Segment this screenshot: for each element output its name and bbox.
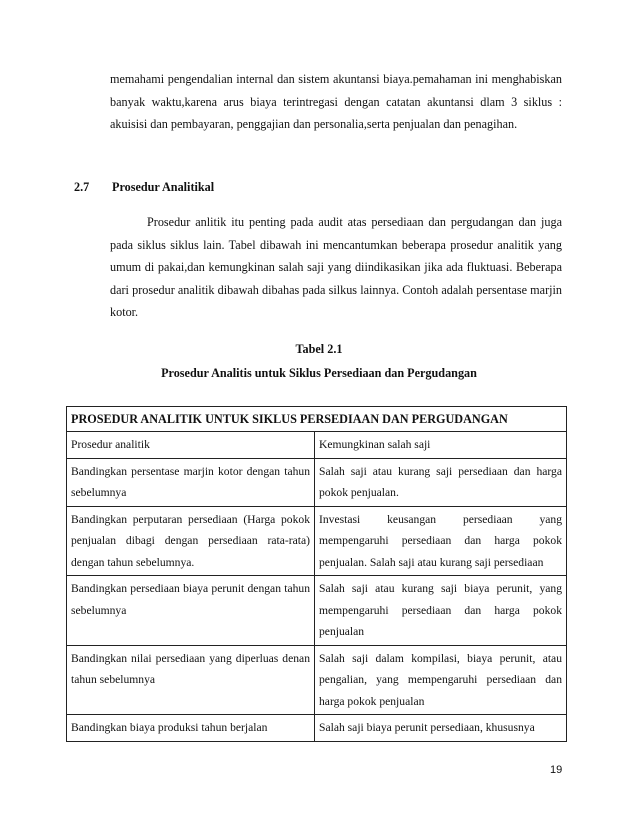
procedure-cell: Bandingkan perputaran persediaan (Harga pokok penjualan dibagi dengan persediaan rata-rata) dengan tahun sebelumnya.	[67, 506, 315, 576]
table-column-row	[67, 432, 567, 459]
page-number: 19	[550, 764, 563, 776]
table-caption-label: Tabel 2.1	[295, 342, 343, 356]
table-row	[67, 458, 567, 506]
procedure-cell: Bandingkan nilai persediaan yang diperluas denan tahun sebelumnya	[67, 645, 315, 715]
table-row	[67, 506, 567, 576]
procedure-cell: Bandingkan persediaan biaya perunit dengan tahun sebelumnya	[67, 576, 315, 646]
procedure-cell: Bandingkan biaya produksi tahun berjalan	[67, 715, 315, 742]
intro-paragraph: memahami pengendalian internal dan sistem akuntansi biaya.pemahaman ini menghabiskan banyak waktu,karena arus biaya terintregasi dengan catatan akuntansi dlam 3 siklus : akuisisi dan pembayaran, penggajian dan personalia,serta penjualan dan penagihan.	[110, 72, 562, 131]
section-title: Prosedur Analitikal	[112, 180, 215, 194]
misstatement-cell: Salah saji atau kurang saji biaya perunit, yang mempengaruhi persediaan dan harga pokok penjualan	[315, 576, 567, 646]
table-row	[67, 715, 567, 742]
table-row	[67, 576, 567, 646]
procedure-cell: Bandingkan persentase marjin kotor dengan tahun sebelumnya	[67, 458, 315, 506]
section-number: 2.7	[74, 180, 90, 194]
analytical-procedures-table	[66, 406, 567, 742]
table-caption-title: Prosedur Analitis untuk Siklus Persediaan dan Pergudangan	[161, 366, 477, 380]
table-header: PROSEDUR ANALITIK UNTUK SIKLUS PERSEDIAAN DAN PERGUDANGAN	[67, 407, 567, 432]
misstatement-cell: Salah saji atau kurang saji persediaan dan harga pokok penjualan.	[315, 458, 567, 506]
column-header-procedure: Prosedur analitik	[67, 432, 315, 459]
table-header-row	[67, 407, 567, 432]
column-header-misstatement: Kemungkinan salah saji	[315, 432, 567, 459]
misstatement-cell: Salah saji biaya perunit persediaan, khususnya	[315, 715, 567, 742]
section-paragraph: Prosedur anlitik itu penting pada audit atas persediaan dan pergudangan dan juga pada siklus siklus lain. Tabel dibawah ini mencantumkan beberapa prosedur analitik yang umum di pakai,dan kemungkinan salah saji yang diindikasikan jika ada fluktuasi. Beberapa dari prosedur analitik dibawah dibahas pada silkus lainnya. Contoh adalah persentase marjin kotor.	[110, 215, 562, 319]
misstatement-cell: Salah saji dalam kompilasi, biaya perunit, atau pengalian, yang mempengaruhi persediaan dan harga pokok penjualan	[315, 645, 567, 715]
misstatement-cell: Investasi keusangan persediaan yang mempengaruhi persediaan dan harga pokok penjualan. Salah saji atau kurang saji persediaan	[315, 506, 567, 576]
table-row	[67, 645, 567, 715]
